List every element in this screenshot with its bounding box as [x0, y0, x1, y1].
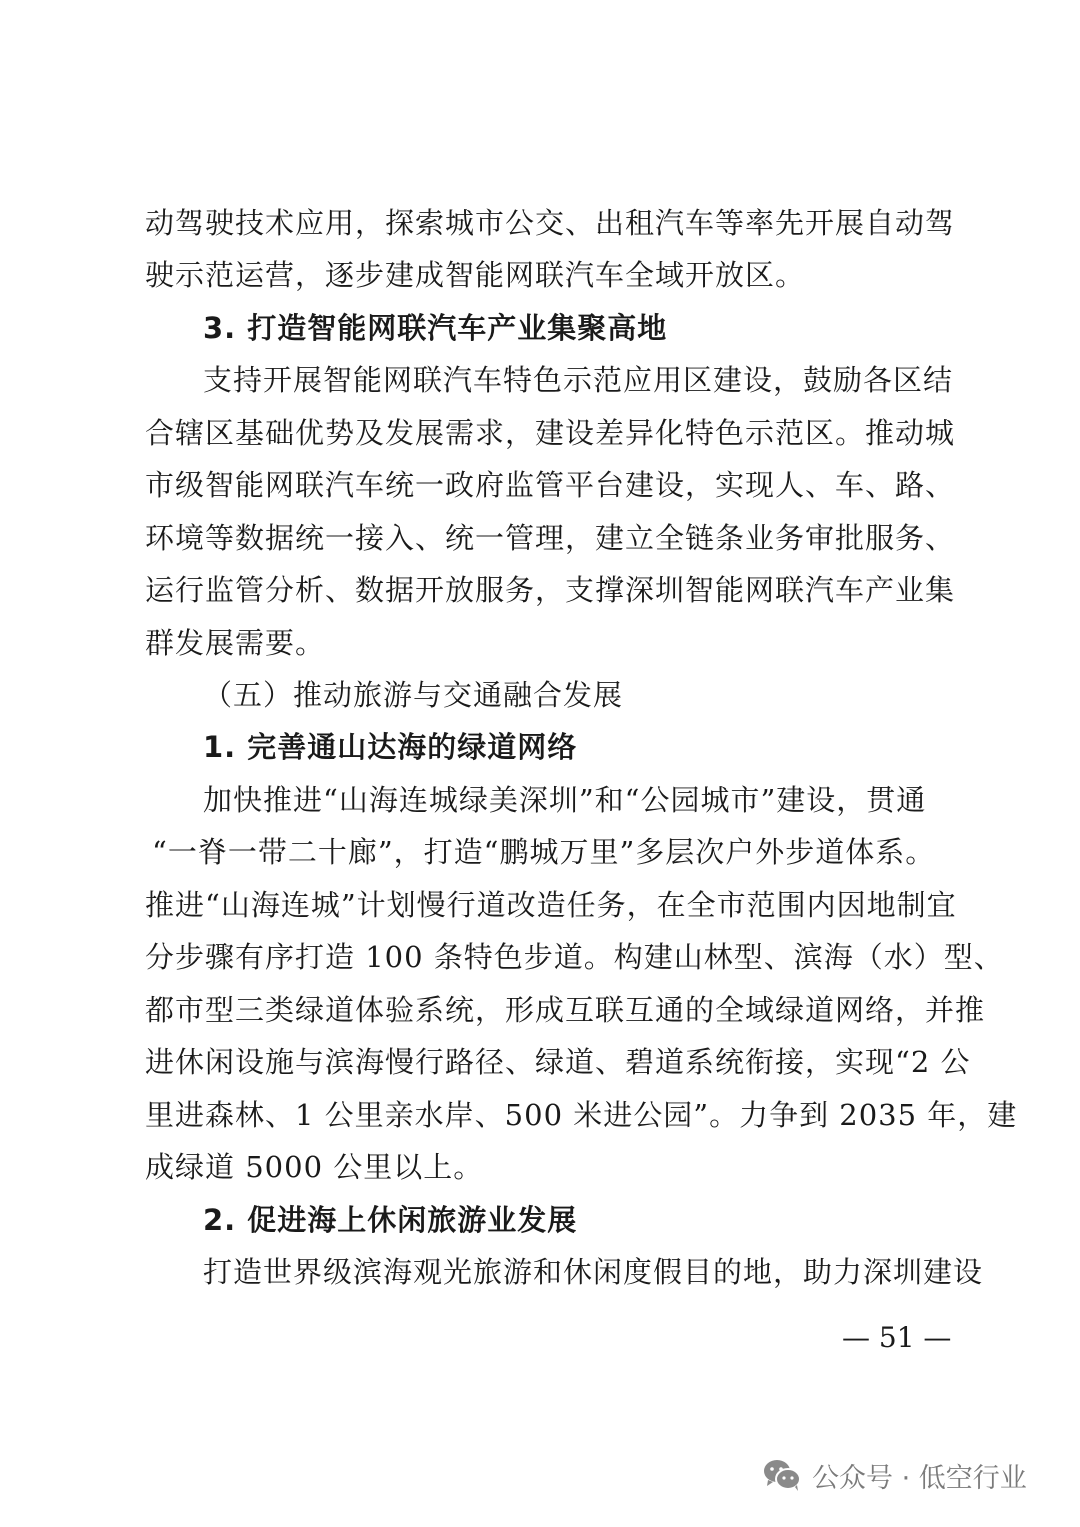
- paragraph-line: 运行监管分析、数据开放服务，支撑深圳智能网联汽车产业集: [145, 573, 956, 607]
- paragraph-line: “一脊一带二十廊”，打造“鹏城万里”多层次户外步道体系。: [152, 835, 936, 869]
- paragraph-line: 市级智能网联汽车统一政府监管平台建设，实现人、车、路、: [145, 468, 956, 502]
- paragraph-line: 分步骤有序打造 100 条特色步道。构建山林型、滨海（水）型、: [145, 940, 1004, 974]
- paragraph-line: 合辖区基础优势及发展需求，建设差异化特色示范区。推动城: [145, 416, 956, 450]
- paragraph-line: 打造世界级滨海观光旅游和休闲度假目的地，助力深圳建设: [203, 1255, 984, 1289]
- wechat-icon: [762, 1458, 802, 1492]
- paragraph-line: 环境等数据统一接入、统一管理，建立全链条业务审批服务、: [145, 521, 956, 555]
- paragraph-line: 支持开展智能网联汽车特色示范应用区建设，鼓励各区结: [203, 363, 954, 397]
- subsection-heading: 1. 完善通山达海的绿道网络: [203, 730, 578, 764]
- paragraph-line: 加快推进“山海连城绿美深圳”和“公园城市”建设，贯通: [203, 783, 927, 817]
- paragraph-line: 群发展需要。: [145, 626, 326, 660]
- watermark-text: 公众号 · 低空行业: [812, 1462, 1027, 1494]
- paragraph-line: 都市型三类绿道体验系统，形成互联互通的全域绿道网络，并推: [145, 993, 986, 1027]
- paragraph-line: 成绿道 5000 公里以上。: [145, 1150, 484, 1184]
- page-number: — 51 —: [842, 1321, 952, 1354]
- watermark: [762, 1452, 1027, 1498]
- subsection-heading: 2. 促进海上休闲旅游业发展: [203, 1203, 578, 1237]
- section-heading: （五）推动旅游与交通融合发展: [203, 678, 624, 712]
- paragraph-line: 里进森林、1 公里亲水岸、500 米进公园”。力争到 2035 年，建: [145, 1098, 1018, 1132]
- paragraph-line: 驶示范运营，逐步建成智能网联汽车全域开放区。: [145, 258, 806, 292]
- paragraph-line: 推进“山海连城”计划慢行道改造任务，在全市范围内因地制宜: [145, 888, 957, 922]
- paragraph-line: 动驾驶技术应用，探索城市公交、出租汽车等率先开展自动驾: [145, 206, 956, 240]
- paragraph-line: 进休闲设施与滨海慢行路径、绿道、碧道系统衔接，实现“2 公: [145, 1045, 971, 1079]
- subsection-heading: 3. 打造智能网联汽车产业集聚高地: [203, 311, 668, 345]
